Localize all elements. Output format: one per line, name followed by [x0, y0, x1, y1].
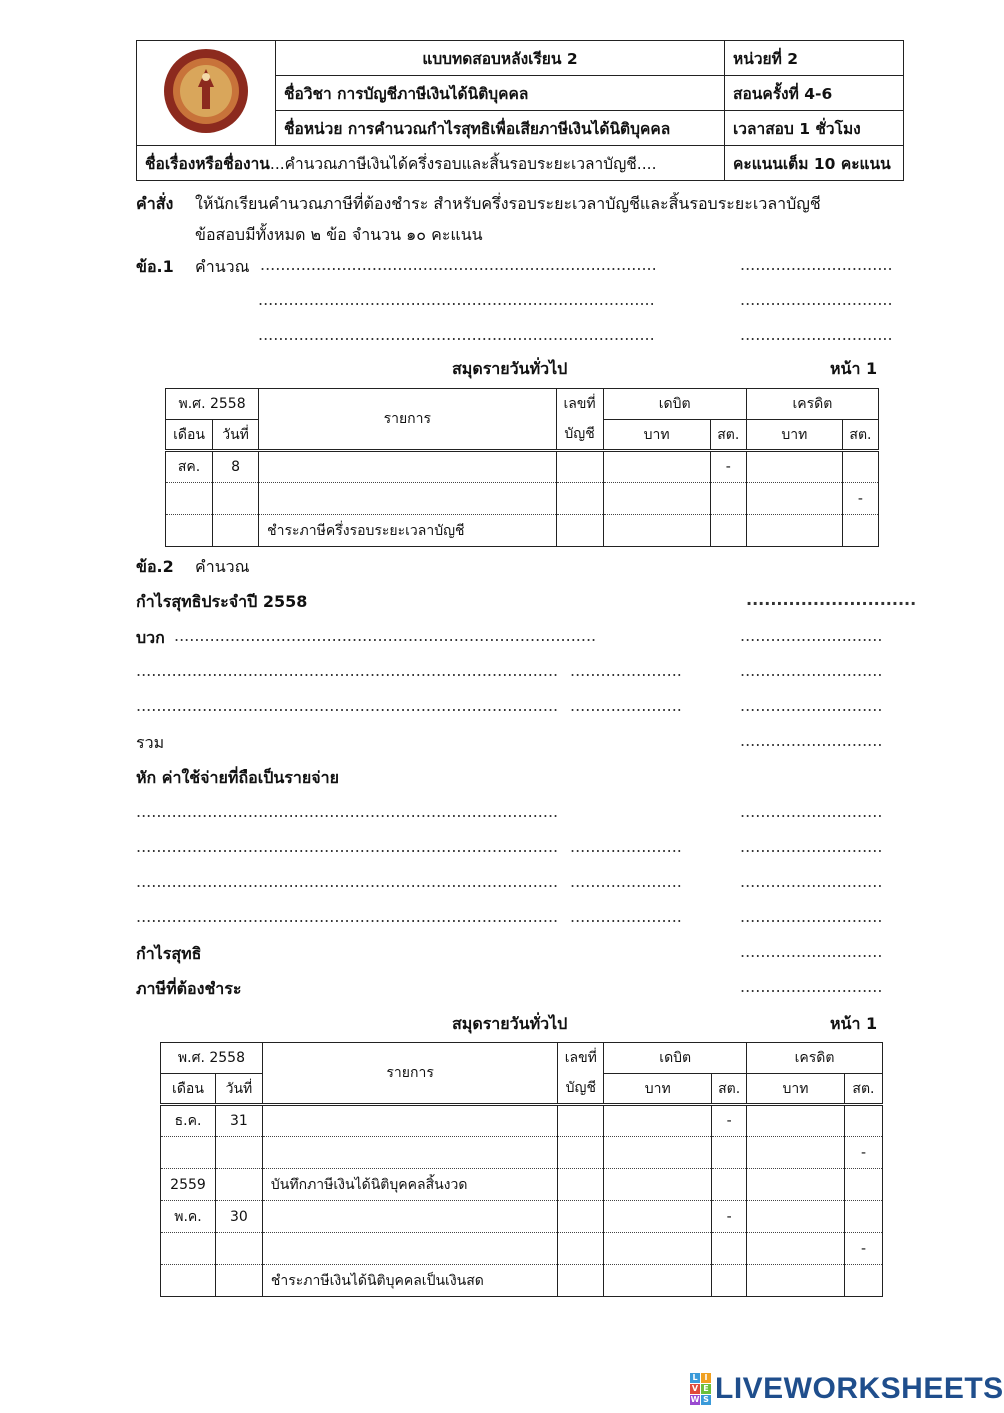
add-item-line[interactable]: ................................................................................... [136, 661, 559, 680]
day-cell [213, 515, 259, 547]
debit-satang-cell: - [712, 1105, 747, 1137]
less-amount-line[interactable]: ............................ [740, 802, 883, 821]
q1-label: ข้อ.1 [136, 257, 174, 276]
description-input[interactable] [259, 483, 556, 515]
add-item-line[interactable]: ................................................................................... [136, 696, 559, 715]
instructions-label: คำสั่ง [136, 194, 174, 213]
instructions-line-2: ข้อสอบมีทั้งหมด ๒ ข้อ จำนวน ๑๐ คะแนน [195, 225, 483, 244]
month-cell [161, 1265, 216, 1297]
credit-baht-input[interactable] [746, 515, 842, 547]
debit-satang-cell [712, 1137, 747, 1169]
description-input[interactable] [262, 1233, 557, 1265]
ref-header-top: เลขที่ [558, 1043, 604, 1074]
month-header: เดือน [166, 420, 213, 451]
journal-2-title: สมุดรายวันทั่วไป [452, 1014, 568, 1033]
month-cell [161, 1137, 216, 1169]
less-item-line[interactable]: ................................................................................... [136, 872, 559, 891]
less-amount-line[interactable]: ............................ [740, 872, 883, 891]
day-cell: 8 [213, 451, 259, 483]
month-cell [166, 483, 213, 515]
journal-table-1 [165, 388, 879, 547]
liveworksheets-logo[interactable] [690, 1372, 1004, 1406]
journal-2-page: หน้า 1 [830, 1014, 878, 1033]
month-cell [166, 515, 213, 547]
debit-baht-input[interactable] [604, 1169, 712, 1201]
ref-input[interactable] [556, 451, 603, 483]
topic-label: ชื่อเรื่องหรือชื่องาน [145, 154, 270, 173]
description-cell: ชำระภาษีเงินได้นิติบุคคลเป็นเงินสด [262, 1265, 557, 1297]
ref-header-top: เลขที่ [556, 389, 603, 420]
credit-satang-header: สต. [842, 420, 878, 451]
debit-satang-cell [712, 1265, 747, 1297]
full-score: คะแนนเต็ม 10 คะแนน [725, 146, 904, 181]
topic-value: ...คำนวณภาษีเงินได้ครึ่งรอบและสิ้นรอบระยะเวลาบัญชี.... [269, 154, 657, 173]
credit-header: เครดิต [746, 389, 878, 420]
year-header: พ.ศ. 2558 [166, 389, 259, 420]
q1-answer-line[interactable]: .............................................................................. [258, 325, 655, 344]
debit-baht-input[interactable] [604, 1233, 712, 1265]
debit-baht-header: บาท [603, 420, 710, 451]
less-label: หัก ค่าใช้จ่ายที่ถือเป็นรายจ่าย [136, 768, 339, 787]
debit-header: เดบิต [603, 389, 746, 420]
debit-baht-input[interactable] [603, 451, 710, 483]
day-header: วันที่ [215, 1074, 262, 1105]
debit-satang-header: สต. [712, 1074, 747, 1105]
description-cell: ชำระภาษีครึ่งรอบระยะเวลาบัญชี [259, 515, 556, 547]
less-subamount-line[interactable]: ...................... [570, 907, 682, 926]
exam-time: เวลาสอบ 1 ชั่วโมง [725, 111, 904, 146]
debit-header: เดบิต [604, 1043, 747, 1074]
credit-baht-header: บาท [747, 1074, 845, 1105]
unit-number: หน่วยที่ 2 [725, 41, 904, 76]
profit-year-amount[interactable]: ............................ [746, 590, 917, 609]
credit-baht-input[interactable] [747, 1169, 845, 1201]
ref-input[interactable] [558, 1137, 604, 1169]
day-header: วันที่ [213, 420, 259, 451]
journal-1-page: หน้า 1 [830, 359, 878, 378]
q1-calc-label: คำนวณ [195, 257, 250, 276]
college-seal-icon [162, 47, 250, 135]
debit-satang-cell [712, 1169, 747, 1201]
debit-baht-input[interactable] [604, 1265, 712, 1297]
liveworksheets-blocks-icon: L I V E W S [690, 1373, 711, 1405]
debit-baht-header: บาท [604, 1074, 712, 1105]
q2-calc-label: คำนวณ [195, 557, 250, 576]
add-amount-line[interactable]: ............................ [740, 696, 883, 715]
liveworksheets-brand-text: LIVEWORKSHEETS [715, 1372, 1004, 1405]
session-number: สอนครั้งที่ 4-6 [725, 76, 904, 111]
credit-baht-input[interactable] [747, 1105, 845, 1137]
description-input[interactable] [262, 1137, 557, 1169]
ref-input[interactable] [558, 1233, 604, 1265]
day-cell: 31 [215, 1105, 262, 1137]
q2-label: ข้อ.2 [136, 557, 174, 576]
description-input[interactable] [259, 451, 556, 483]
less-amount-line[interactable]: ............................ [740, 907, 883, 926]
credit-satang-cell [844, 1105, 882, 1137]
add-amount-line[interactable]: ............................ [740, 626, 883, 645]
add-subamount-line[interactable]: ...................... [570, 661, 682, 680]
ref-input[interactable] [558, 1265, 604, 1297]
journal-1-title: สมุดรายวันทั่วไป [452, 359, 568, 378]
table-row [166, 451, 879, 483]
test-title: แบบทดสอบหลังเรียน 2 [276, 41, 725, 76]
day-cell [213, 483, 259, 515]
less-item-line[interactable]: ................................................................................... [136, 907, 559, 926]
credit-satang-header: สต. [844, 1074, 882, 1105]
ref-header-bottom: บัญชี [556, 420, 603, 451]
debit-baht-input[interactable] [603, 515, 710, 547]
month-cell [161, 1233, 216, 1265]
profit-year-label: กำไรสุทธิประจำปี 2558 [136, 592, 308, 611]
credit-baht-input[interactable] [747, 1265, 845, 1297]
debit-satang-cell: - [712, 1201, 747, 1233]
credit-baht-input[interactable] [746, 483, 842, 515]
table-row [161, 1105, 883, 1137]
credit-baht-input[interactable] [747, 1201, 845, 1233]
description-input[interactable] [262, 1105, 557, 1137]
less-item-line[interactable]: ................................................................................... [136, 802, 559, 821]
instructions-line-1: ให้นักเรียนคำนวณภาษีที่ต้องชำระ สำหรับครึ่งรอบระยะเวลาบัญชีและสิ้นรอบระยะเวลาบัญชี [195, 194, 821, 213]
table-row [161, 1137, 883, 1169]
credit-satang-cell [842, 515, 878, 547]
debit-baht-input[interactable] [604, 1105, 712, 1137]
month-cell: พ.ค. [161, 1201, 216, 1233]
debit-satang-cell [710, 483, 746, 515]
ref-header-bottom: บัญชี [558, 1074, 604, 1105]
credit-baht-input[interactable] [747, 1137, 845, 1169]
ref-input[interactable] [558, 1105, 604, 1137]
q1-amount-line[interactable]: .............................. [740, 325, 893, 344]
add-label: บวก [136, 628, 165, 647]
ref-input[interactable] [558, 1169, 604, 1201]
tax-payable-amount-line[interactable]: ............................ [740, 977, 883, 996]
total-amount-line[interactable]: ............................ [740, 731, 883, 750]
table-row [166, 515, 879, 547]
ref-input[interactable] [556, 483, 603, 515]
logo-cell [137, 41, 276, 146]
journal-table-2 [160, 1042, 883, 1297]
credit-satang-cell [844, 1201, 882, 1233]
debit-satang-header: สต. [710, 420, 746, 451]
q1-answer-line[interactable]: .............................................................................. [260, 255, 657, 274]
credit-satang-cell [842, 451, 878, 483]
month-header: เดือน [161, 1074, 216, 1105]
month-cell: สค. [166, 451, 213, 483]
less-item-line[interactable]: ................................................................................... [136, 837, 559, 856]
add-amount-line[interactable]: ............................ [740, 661, 883, 680]
description-header: รายการ [259, 389, 556, 451]
ref-input[interactable] [558, 1201, 604, 1233]
credit-satang-cell: - [842, 483, 878, 515]
total-label: รวม [136, 733, 165, 752]
tax-payable-label: ภาษีที่ต้องชำระ [136, 979, 242, 998]
less-subamount-line[interactable]: ...................... [570, 837, 682, 856]
day-cell [215, 1265, 262, 1297]
credit-baht-input[interactable] [747, 1233, 845, 1265]
credit-baht-input[interactable] [746, 451, 842, 483]
table-row [161, 1265, 883, 1297]
unit-name: ชื่อหน่วย การคำนวณกำไรสุทธิเพื่อเสียภาษีเงินได้นิติบุคคล [276, 111, 725, 146]
credit-baht-header: บาท [746, 420, 842, 451]
debit-baht-input[interactable] [603, 483, 710, 515]
debit-satang-cell: - [710, 451, 746, 483]
description-header: รายการ [262, 1043, 557, 1105]
day-cell [215, 1137, 262, 1169]
debit-baht-input[interactable] [604, 1201, 712, 1233]
add-subamount-line[interactable]: ...................... [570, 696, 682, 715]
month-cell: 2559 [161, 1169, 216, 1201]
table-row [166, 483, 879, 515]
description-input[interactable] [262, 1201, 557, 1233]
net-profit-label: กำไรสุทธิ [136, 944, 202, 963]
q1-answer-line[interactable]: .............................................................................. [258, 290, 655, 309]
q1-amount-line[interactable]: .............................. [740, 290, 893, 309]
credit-satang-cell [844, 1265, 882, 1297]
subject-name: ชื่อวิชา การบัญชีภาษีเงินได้นิติบุคคล [276, 76, 725, 111]
day-cell [215, 1169, 262, 1201]
table-row [161, 1201, 883, 1233]
add-item-line[interactable]: ................................................................................... [174, 626, 597, 645]
less-amount-line[interactable]: ............................ [740, 837, 883, 856]
credit-header: เครดิต [747, 1043, 883, 1074]
debit-satang-cell [710, 515, 746, 547]
month-cell: ธ.ค. [161, 1105, 216, 1137]
day-cell: 30 [215, 1201, 262, 1233]
year-header: พ.ศ. 2558 [161, 1043, 263, 1074]
day-cell [215, 1233, 262, 1265]
description-cell: บันทึกภาษีเงินได้นิติบุคคลสิ้นงวด [262, 1169, 557, 1201]
table-row [161, 1169, 883, 1201]
debit-baht-input[interactable] [604, 1137, 712, 1169]
ref-input[interactable] [556, 515, 603, 547]
table-row [161, 1233, 883, 1265]
less-subamount-line[interactable]: ...................... [570, 872, 682, 891]
credit-satang-cell: - [844, 1233, 882, 1265]
topic-row [137, 146, 725, 181]
net-profit-amount-line[interactable]: ............................ [740, 942, 883, 961]
credit-satang-cell: - [844, 1137, 882, 1169]
q1-amount-line[interactable]: .............................. [740, 255, 893, 274]
header-table [136, 40, 904, 181]
credit-satang-cell [844, 1169, 882, 1201]
debit-satang-cell [712, 1233, 747, 1265]
